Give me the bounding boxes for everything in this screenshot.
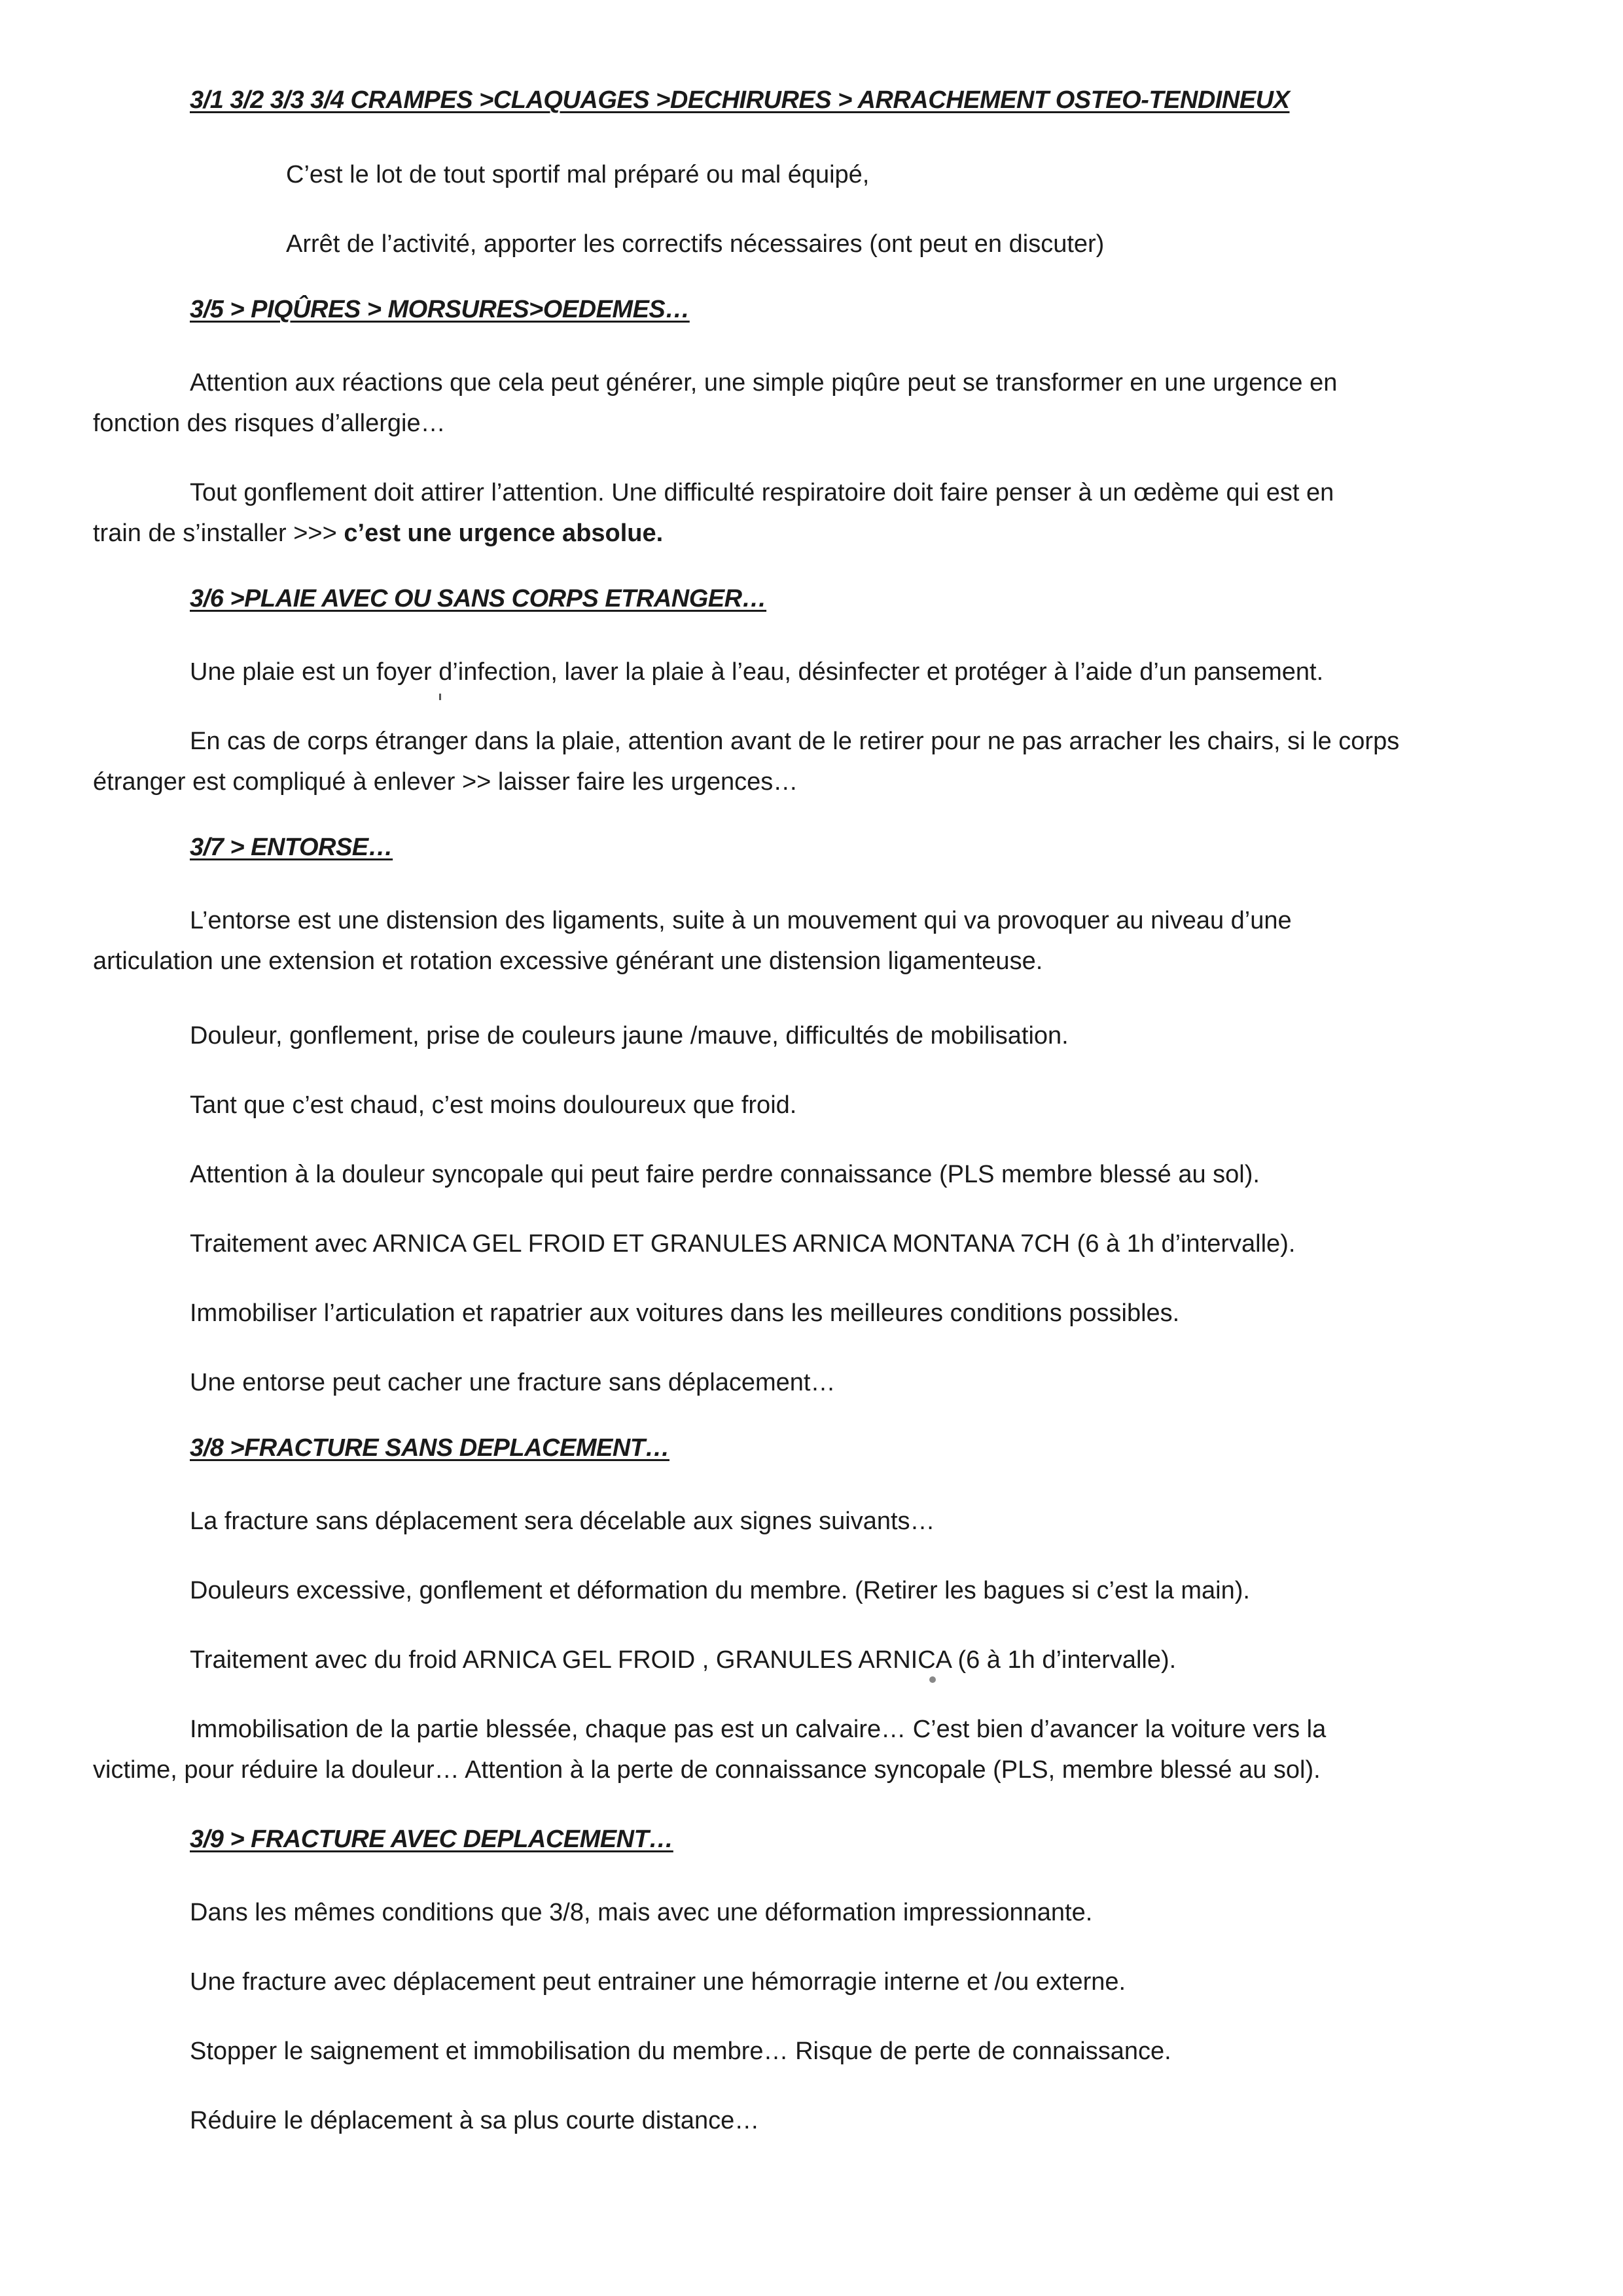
paragraph-corps-etranger-line2: étranger est compliqué à enlever >> laisser faire les urgences… (93, 768, 798, 796)
paragraph-plaie-infection: Une plaie est un foyer d’infection, laver la plaie à l’eau, désinfecter et protéger à l’aide d’un pansement. (190, 658, 1324, 686)
paragraph-reactions-line1: Attention aux réactions que cela peut générer, une simple piqûre peut se transformer en une urgence en (190, 369, 1338, 397)
scan-dot (929, 1676, 936, 1683)
section-heading-fracture-avec: 3/9 > FRACTURE AVEC DEPLACEMENT… (190, 1826, 673, 1853)
paragraph-reactions-line2: fonction des risques d’allergie… (93, 410, 446, 437)
paragraph-stopper-saignement: Stopper le saignement et immobilisation du membre… Risque de perte de connaissance. (190, 2038, 1171, 2065)
paragraph-hemorragie: Une fracture avec déplacement peut entrainer une hémorragie interne et /ou externe. (190, 1968, 1126, 1996)
section-heading-crampes: 3/1 3/2 3/3 3/4 CRAMPES >CLAQUAGES >DECHIRURES > ARRACHEMENT OSTEO-TENDINEUX (190, 86, 1290, 114)
paragraph-douleur-gonflement: Douleur, gonflement, prise de couleurs jaune /mauve, difficultés de mobilisation. (190, 1022, 1069, 1050)
paragraph-reduire-deplacement: Réduire le déplacement à sa plus courte distance… (190, 2107, 760, 2134)
paragraph-gonflement-line2 (93, 513, 663, 554)
paragraph-arret-activite: Arrêt de l’activité, apporter les correctifs nécessaires (ont peut en discuter) (286, 230, 1105, 258)
paragraph-gonflement-text: train de s’installer >>> (93, 520, 344, 547)
section-heading-entorse: 3/7 > ENTORSE… (190, 834, 393, 861)
section-heading-piqures: 3/5 > PIQÛRES > MORSURES>OEDEMES… (190, 296, 690, 323)
paragraph-entorse-def-line2: articulation une extension et rotation excessive générant une distension ligamenteuse. (93, 947, 1043, 975)
paragraph-immobiliser: Immobiliser l’articulation et rapatrier aux voitures dans les meilleures conditions possibles. (190, 1299, 1180, 1327)
scan-speck (439, 694, 441, 700)
paragraph-traitement-fracture: Traitement avec du froid ARNICA GEL FROID , GRANULES ARNICA (6 à 1h d’intervalle). (190, 1646, 1177, 1674)
paragraph-sportif: C’est le lot de tout sportif mal préparé ou mal équipé, (286, 161, 870, 188)
paragraph-corps-etranger-line1: En cas de corps étranger dans la plaie, attention avant de le retirer pour ne pas arracher les chairs, si le corps (190, 728, 1400, 755)
paragraph-gonflement-line1: Tout gonflement doit attirer l’attention. Une difficulté respiratoire doit faire penser à un œdème qui est en (190, 479, 1334, 506)
urgence-absolue-emphasis: c’est une urgence absolue. (344, 520, 664, 547)
paragraph-entorse-fracture: Une entorse peut cacher une fracture sans déplacement… (190, 1369, 836, 1396)
section-heading-fracture-sans: 3/8 >FRACTURE SANS DEPLACEMENT… (190, 1434, 669, 1462)
paragraph-douleur-syncopale: Attention à la douleur syncopale qui peut faire perdre connaissance (PLS membre blessé au sol). (190, 1161, 1260, 1188)
paragraph-immobilisation-line2: victime, pour réduire la douleur… Attention à la perte de connaissance syncopale (PLS, membre blessé au sol). (93, 1756, 1321, 1784)
paragraph-traitement-entorse: Traitement avec ARNICA GEL FROID ET GRANULES ARNICA MONTANA 7CH (6 à 1h d’intervalle). (190, 1230, 1296, 1258)
paragraph-immobilisation-line1: Immobilisation de la partie blessée, chaque pas est un calvaire… C’est bien d’avancer la voiture vers la (190, 1716, 1327, 1743)
paragraph-memes-conditions: Dans les mêmes conditions que 3/8, mais avec une déformation impressionnante. (190, 1899, 1093, 1926)
paragraph-douleurs-excessive: Douleurs excessive, gonflement et déformation du membre. (Retirer les bagues si c’est la main). (190, 1577, 1250, 1604)
section-heading-plaie: 3/6 >PLAIE AVEC OU SANS CORPS ETRANGER… (190, 585, 767, 612)
paragraph-chaud-froid: Tant que c’est chaud, c’est moins douloureux que froid. (190, 1091, 797, 1119)
paragraph-entorse-def-line1: L’entorse est une distension des ligaments, suite à un mouvement qui va provoquer au niveau d’une (190, 907, 1292, 934)
paragraph-fracture-signes: La fracture sans déplacement sera décelable aux signes suivants… (190, 1508, 935, 1535)
